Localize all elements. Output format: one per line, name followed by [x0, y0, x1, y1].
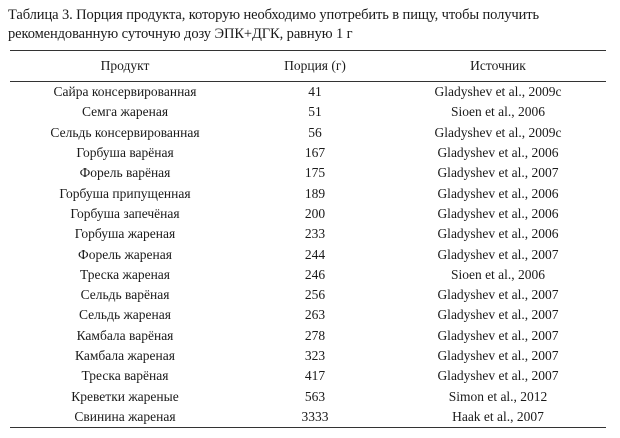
- cell-product: Сайра консервированная: [53, 84, 197, 100]
- table-row: [10, 204, 606, 224]
- cell-portion: 175: [304, 165, 326, 181]
- cell-source: Gladyshev et al., 2007: [437, 348, 559, 363]
- header-product: Продукт: [10, 51, 240, 82]
- table-row: [10, 326, 606, 346]
- cell-source: Gladyshev et al., 2007: [437, 327, 559, 343]
- cell-product: Форель варёная: [79, 165, 171, 181]
- table-row: [10, 305, 606, 325]
- table-row: [10, 407, 606, 428]
- cell-product: Креветки жареные: [71, 388, 179, 404]
- cell-product: Семга жареная: [81, 104, 169, 120]
- table-row: [10, 82, 606, 103]
- table-row: [10, 366, 606, 386]
- table-row: [10, 163, 606, 183]
- cell-source: Sioen et al., 2006: [450, 266, 546, 282]
- header-source: Источник: [390, 51, 606, 82]
- cell-portion: 200: [304, 205, 326, 221]
- cell-product: Треска варёная: [81, 368, 169, 384]
- cell-portion: 244: [304, 246, 326, 262]
- cell-product: Горбуша варёная: [76, 145, 174, 161]
- cell-portion: 233: [304, 226, 326, 242]
- caption-label: Таблица 3.: [8, 7, 73, 23]
- cell-source: Sioen et al., 2006: [450, 104, 546, 120]
- table-row: [10, 102, 606, 122]
- cell-product: Горбуша припущенная: [59, 185, 191, 201]
- cell-portion: 246: [304, 266, 326, 282]
- cell-source: Gladyshev et al., 2007: [437, 165, 559, 181]
- caption-text: Порция продукта, которую необходимо употребить в пищу, чтобы получить рекомендованную суточную дозу ЭПК+ДГК, равную 1 г: [8, 7, 540, 42]
- cell-source: Gladyshev et al., 2009c: [434, 84, 562, 100]
- table-row: [10, 285, 606, 305]
- cell-source: Gladyshev et al., 2006: [437, 205, 559, 221]
- cell-portion: 417: [304, 368, 326, 384]
- cell-source: Gladyshev et al., 2006: [437, 185, 559, 201]
- table-row: [10, 183, 606, 203]
- table-row: [10, 265, 606, 285]
- cell-product: Камбала жареная: [75, 348, 175, 363]
- cell-source: Gladyshev et al., 2007: [437, 368, 559, 384]
- table-row: [10, 143, 606, 163]
- header-row: [10, 51, 606, 82]
- cell-source: Simon et al., 2012: [448, 388, 548, 404]
- cell-portion: 51: [308, 104, 322, 120]
- cell-portion: 167: [304, 145, 326, 161]
- cell-product: Сельдь консервированная: [50, 124, 200, 140]
- table-row: [10, 386, 606, 406]
- table-row: [10, 244, 606, 264]
- cell-portion: 41: [308, 84, 322, 100]
- cell-source: Gladyshev et al., 2007: [437, 307, 559, 323]
- table-caption: [8, 6, 608, 44]
- cell-product: Треска жареная: [79, 266, 170, 282]
- table-row: [10, 346, 606, 366]
- cell-source: Gladyshev et al., 2006: [437, 145, 559, 161]
- cell-source: Haak et al., 2007: [390, 407, 606, 428]
- cell-product: Сельдь варёная: [80, 287, 170, 303]
- table-row: [10, 224, 606, 244]
- cell-source: Gladyshev et al., 2009c: [434, 124, 562, 140]
- cell-portion: 323: [304, 348, 326, 363]
- cell-portion: 278: [304, 327, 326, 343]
- cell-portion: 263: [304, 307, 326, 323]
- cell-portion: 56: [308, 124, 322, 140]
- cell-product: Горбуша запечёная: [70, 205, 180, 221]
- portion-table: [10, 50, 606, 428]
- cell-product: Горбуша жареная: [74, 226, 176, 242]
- cell-portion: 563: [304, 388, 326, 404]
- cell-source: Gladyshev et al., 2006: [437, 226, 559, 242]
- cell-portion: 3333: [240, 407, 390, 428]
- table-row: [10, 123, 606, 143]
- cell-product: Свинина жареная: [10, 407, 240, 428]
- cell-portion: 256: [304, 287, 326, 303]
- table-header: [10, 51, 606, 82]
- cell-product: Сельдь жареная: [79, 307, 171, 323]
- cell-portion: 189: [304, 185, 326, 201]
- cell-source: Gladyshev et al., 2007: [437, 246, 559, 262]
- table-body: [10, 82, 606, 428]
- cell-product: Форель жареная: [78, 246, 172, 262]
- cell-product: Камбала варёная: [76, 327, 174, 343]
- header-portion: Порция (г): [240, 51, 390, 82]
- cell-source: Gladyshev et al., 2007: [437, 287, 559, 303]
